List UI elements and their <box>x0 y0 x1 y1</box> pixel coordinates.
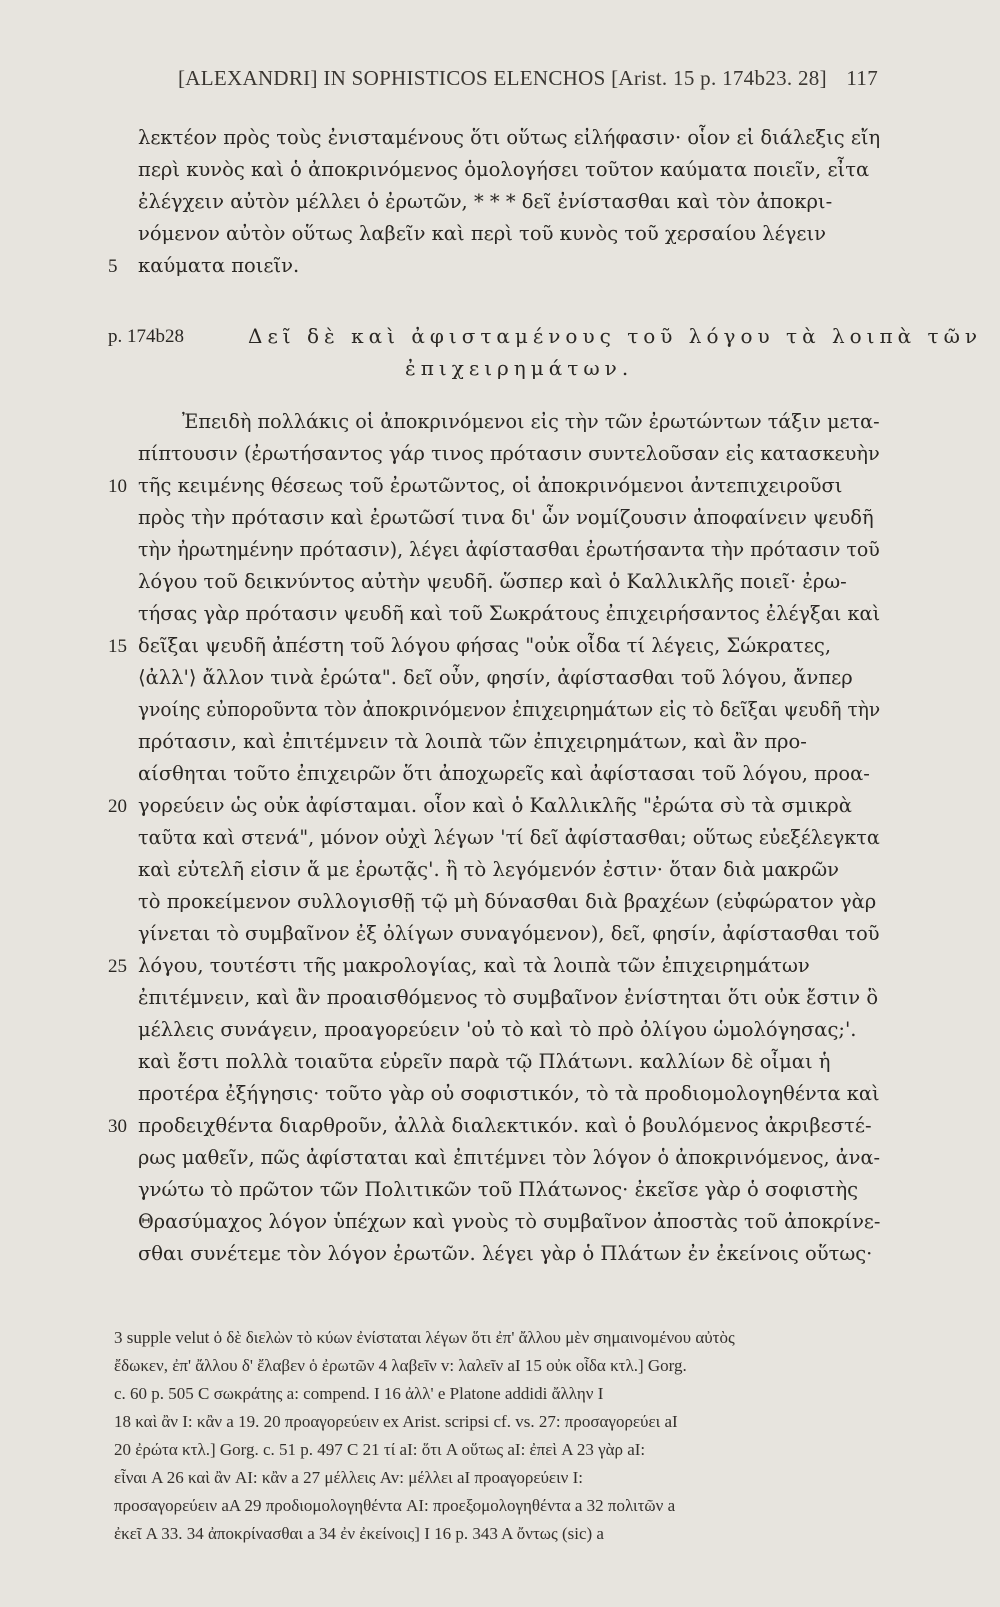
line-number: 25 <box>108 956 127 977</box>
text-line: μέλλεις συνάγειν, προαγορεύειν 'οὐ τὸ καὶ τὸ πρὸ ὀλίγου ὡμολόγησας;'. <box>138 1018 857 1041</box>
text-line: πρότασιν, καὶ ἐπιτέμνειν τὰ λοιπὰ τῶν ἐπιχειρημάτων, καὶ ἂν προ- <box>138 730 807 753</box>
section-heading-continued: ἐπιχειρημάτων. <box>405 356 634 380</box>
line-number: 5 <box>108 256 118 277</box>
text-line: τήσας γὰρ πρότασιν ψευδῆ καὶ τοῦ Σωκράτους ἐπιχειρήσαντος ἐλέγξαι καὶ <box>138 602 881 625</box>
line-number: 15 <box>108 636 127 657</box>
text-line: περὶ κυνὸς καὶ ὁ ἀποκρινόμενος ὁμολογήσει τοῦτον καύματα ποιεῖν, εἶτα <box>138 158 870 181</box>
text-line: σθαι συνέτεμε τὸν λόγον ἐρωτῶν. λέγει γὰρ ὁ Πλάτων ἐν ἐκείνοις οὕτως· <box>138 1242 873 1265</box>
text-line: προδειχθέντα διαρθροῦν, ἀλλὰ διαλεκτικόν. καὶ ὁ βουλόμενος ἀκριβεστέ- <box>138 1114 872 1137</box>
text-line: ἐλέγχειν αὐτὸν μέλλει ὁ ἐρωτῶν, * * * δεῖ ἐνίστασθαι καὶ τὸν ἀποκρι- <box>138 190 833 213</box>
text-line: προτέρα ἐξήγησις· τοῦτο γὰρ οὐ σοφιστικόν, τὸ τὰ προδιομολογηθέντα καὶ <box>138 1082 880 1105</box>
footnote-line: 3 supple velut ὁ δὲ διελὼν τὸ κύων ἐνίσταται λέγων ὅτι ἐπ' ἄλλου μὲν σημαινομένου αὐτὸς <box>114 1328 735 1347</box>
text-line: γνοίης εὐποροῦντα τὸν ἀποκρινόμενον ἐπιχειρημάτων εἰς τὸ δεῖξαι ψευδῆ τὴν <box>138 698 881 721</box>
text-line: δεῖξαι ψευδῆ ἀπέστη τοῦ λόγου φήσας "οὐκ οἶδα τί λέγεις, Σώκρατες, <box>138 634 832 657</box>
text-line: γίνεται τὸ συμβαῖνον ἐξ ὀλίγων συναγόμενον), δεῖ, φησίν, ἀφίστασθαι τοῦ <box>138 922 880 945</box>
text-line: γορεύειν ὡς οὐκ ἀφίσταμαι. οἷον καὶ ὁ Καλλικλῆς "ἐρώτα σὺ τὰ σμικρὰ <box>138 794 852 817</box>
line-number: 20 <box>108 796 127 817</box>
line-number: 30 <box>108 1116 127 1137</box>
text-line: νόμενον αὐτὸν οὕτως λαβεῖν καὶ περὶ τοῦ κυνὸς τοῦ χερσαίου λέγειν <box>138 222 826 245</box>
text-line: ⟨ἀλλ'⟩ ἄλλον τινὰ ἐρώτα". δεῖ οὖν, φησίν, ἀφίστασθαι τοῦ λόγου, ἄνπερ <box>138 666 853 689</box>
text-line: τὴν ἠρωτημένην πρότασιν), λέγει ἀφίστασθαι ἐρωτήσαντα τὴν πρότασιν τοῦ <box>138 538 880 561</box>
page-number: 117 <box>846 66 878 90</box>
text-line: Θρασύμαχος λόγον ὑπέχων καὶ γνοὺς τὸ συμβαῖνον ἀποστὰς τοῦ ἀποκρίνε- <box>138 1210 881 1233</box>
section-heading: Δεῖ δὲ καὶ ἀφισταμένους τοῦ λόγου τὰ λοιπὰ τῶν <box>248 324 983 348</box>
running-header <box>178 66 878 91</box>
text-line: ρως μαθεῖν, πῶς ἀφίσταται καὶ ἐπιτέμνει τὸν λόγον ὁ ἀποκρινόμενος, ἀνα- <box>138 1146 881 1169</box>
footnote-line: 18 καὶ ἂν I: κἂν a 19. 20 προαγορεύειν ex Arist. scripsi cf. vs. 27: προσαγορεύει aI <box>114 1412 678 1431</box>
text-line: τῆς κειμένης θέσεως τοῦ ἐρωτῶντος, οἱ ἀποκρινόμενοι ἀντεπιχειροῦσι <box>138 474 843 497</box>
text-line: λόγου, τουτέστι τῆς μακρολογίας, καὶ τὰ λοιπὰ τῶν ἐπιχειρημάτων <box>138 954 810 977</box>
footnote-line: εἶναι A 26 καὶ ἂν AI: κἂν a 27 μέλλεις Av: μέλλει aI προαγορεύειν I: <box>114 1468 583 1487</box>
text-line: λόγου τοῦ δεικνύντος αὐτὴν ψευδῆ. ὥσπερ καὶ ὁ Καλλικλῆς ποιεῖ· ἐρω- <box>138 570 847 593</box>
text-line: Ἐπειδὴ πολλάκις οἱ ἀποκρινόμενοι εἰς τὴν τῶν ἐρωτώντων τάξιν μετα- <box>182 410 880 433</box>
text-line: πρὸς τὴν πρότασιν καὶ ἐρωτῶσί τινα δι' ὧν νομίζουσιν ἀποφαίνειν ψευδῆ <box>138 506 874 529</box>
text-line: πίπτουσιν (ἐρωτήσαντος γάρ τινος πρότασιν συντελοῦσαν εἰς κατασκευὴν <box>138 442 880 465</box>
text-line: γνώτω τὸ πρῶτον τῶν Πολιτικῶν τοῦ Πλάτωνος· ἐκεῖσε γὰρ ὁ σοφιστὴς <box>138 1178 859 1201</box>
line-number: 10 <box>108 476 127 497</box>
footnote-line: προσαγορεύειν aA 29 προδιομολογηθέντα AI: προεξομολογηθέντα a 32 πολιτῶν a <box>114 1496 676 1515</box>
header-title: [ALEXANDRI] IN SOPHISTICOS ELENCHOS [Arist. 15 p. 174b23. 28] <box>178 66 827 90</box>
text-line: καύματα ποιεῖν. <box>138 254 300 277</box>
text-line: τὸ προκείμενον συλλογισθῇ τῷ μὴ δύνασθαι διὰ βραχέων (εὐφώρατον γὰρ <box>138 890 877 913</box>
footnote-line: c. 60 p. 505 C σωκράτης a: compend. I 16 ἀλλ' e Platone addidi ἄλλην I <box>114 1384 604 1403</box>
footnote-line: 20 ἐρώτα κτλ.] Gorg. c. 51 p. 497 C 21 τί aI: ὅτι A οὕτως aI: ἐπεὶ A 23 γὰρ aI: <box>114 1440 646 1459</box>
text-line: ἐπιτέμνειν, καὶ ἂν προαισθόμενος τὸ συμβαῖνον ἐνίστηται ὅτι οὐκ ἔστιν ὃ <box>138 986 879 1009</box>
text-line: ταῦτα καὶ στενά", μόνον οὐχὶ λέγων 'τί δεῖ ἀφίστασθαι; οὕτως εὐεξέλεγκτα <box>138 826 880 849</box>
footnote-line: ἔδωκεν, ἐπ' ἄλλου δ' ἔλαβεν ὁ ἐρωτῶν 4 λαβεῖν v: λαλεῖν aI 15 οὐκ οἶδα κτλ.] Gorg. <box>114 1356 687 1375</box>
text-line: λεκτέον πρὸς τοὺς ἐνισταμένους ὅτι οὕτως εἰλήφασιν· οἷον εἰ διάλεξις εἴη <box>138 126 881 149</box>
text-line: καὶ ἔστι πολλὰ τοιαῦτα εὑρεῖν παρὰ τῷ Πλάτωνι. καλλίων δὲ οἶμαι ἡ <box>138 1050 831 1073</box>
text-line: καὶ εὐτελῆ εἰσιν ἅ με ἐρωτᾷς'. ἢ τὸ λεγόμενόν ἐστιν· ὅταν διὰ μακρῶν <box>138 858 839 881</box>
text-line: αίσθηται τοῦτο ἐπιχειρῶν ὅτι ἀποχωρεῖς καὶ ἀφίστασαι τοῦ λόγου, προα- <box>138 762 870 785</box>
margin-reference: p. 174b28 <box>108 326 184 347</box>
footnote-line: ἐκεῖ A 33. 34 ἀποκρίνασθαι a 34 ἐν ἐκείνοις] I 16 p. 343 A ὄντως (sic) a <box>114 1524 604 1543</box>
